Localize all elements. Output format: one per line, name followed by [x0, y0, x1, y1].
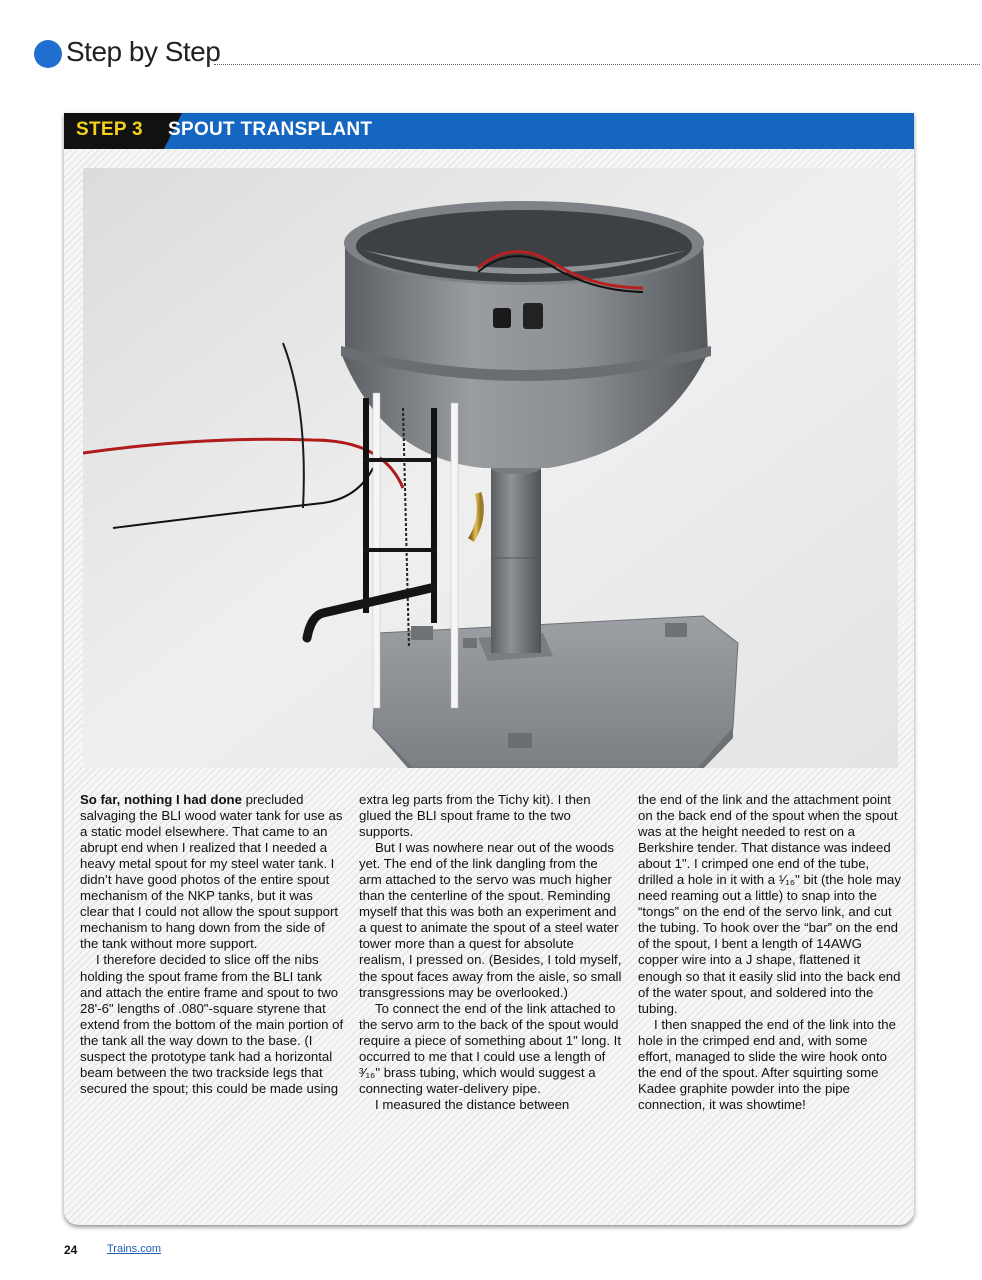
site-link[interactable]: Trains.com — [107, 1243, 161, 1255]
paragraph-text: precluded salvaging the BLI wood water tank for use as a static model elsewhere. That came to an abrupt end when I realized that I needed a heavy metal spout for my steel water tank. I didn’t have good photos of the entire spout mechanism of the NKP tanks, but it was clear that I could not allow the spout support mechanism to hang down from the side of the tank without more support. — [80, 792, 343, 952]
paragraph — [638, 792, 902, 1017]
paragraph — [80, 792, 344, 952]
paragraph-text: I then snapped the end of the link into the hole in the crimped end and, with some effort, managed to slide the wire hook onto the end of the spout. After squirting some Kadee graphite powder into the pipe connection, it was showtime! — [638, 1016, 896, 1112]
page-number: 24 — [64, 1243, 78, 1257]
lead-in: So far, nothing I had done — [80, 792, 242, 807]
section-title: Step by Step — [66, 36, 221, 67]
article-body — [80, 792, 902, 1212]
text-column-3 — [638, 792, 902, 1113]
text-column-2 — [359, 792, 623, 1113]
paragraph — [359, 1097, 623, 1113]
paragraph-text: But I was nowhere near out of the woods yet. The end of the link dangling from the arm attached to the servo was much higher than the centerline of the spout. Reminding myself that this was both an experiment and a quest to animate the spout of a steel water tower more than a quest for absolute realism, I pressed on. (Besides, I told myself, the spout faces away from the aisle, so small transgressions may be overlooked.) — [359, 840, 622, 1000]
section-header — [34, 36, 980, 70]
paragraph-text: To connect the end of the link attached to the servo arm to the back of the spout would require a piece of something about 1" long. It occurred to me that I could use a length of ³⁄₁₆" brass tubing, which would suggest a connecting water-delivery pipe. — [359, 1000, 622, 1096]
paragraph-text: extra leg parts from the Tichy kit). I then glued the BLI spout frame to the two supports. — [359, 792, 591, 840]
step-title-bar — [64, 113, 914, 149]
paragraph-text: I therefore decided to slice off the nibs holding the spout frame from the BLI tank and attach the entire frame and spout to two 28'-6" lengths of .080"-square styrene that extend from the bottom of the main portion of the tank all the way down to the base. (I suspect the prototype tank had a horizontal beam between the two trackside legs that secured the spout; this could be made using — [80, 952, 344, 1096]
water-tower-illustration — [83, 168, 898, 768]
section-bullet-icon — [34, 40, 62, 68]
paragraph — [80, 952, 344, 1096]
paragraph-text: I measured the distance between — [375, 1096, 570, 1112]
paragraph — [638, 1017, 902, 1113]
header-dotted-rule — [214, 64, 980, 65]
water-tower-photo — [83, 168, 898, 768]
paragraph-text: the end of the link and the attachment point on the back end of the spout when the spout was at the height needed to rest on a Berkshire tender. That distance was indeed about 1". I crimped one end of the tube, drilled a hole in it with a ¹⁄₁₆" bit (the hole may need reaming out a little) to snap into the “tongs” on the end of the servo link, and cut the tubing. To hook over the “bar” on the end of the spout, I bent a length of 14AWG copper wire into a J shape, flattened it enough so that it easily slid into the back end of the water spout, and soldered into the tubing. — [638, 792, 901, 1016]
step-label: STEP 3 — [76, 119, 143, 140]
paragraph — [359, 840, 623, 1000]
step-title: SPOUT TRANSPLANT — [168, 119, 373, 140]
step-panel — [64, 113, 914, 1225]
text-column-1 — [80, 792, 344, 1097]
paragraph — [359, 792, 623, 840]
paragraph — [359, 1001, 623, 1097]
